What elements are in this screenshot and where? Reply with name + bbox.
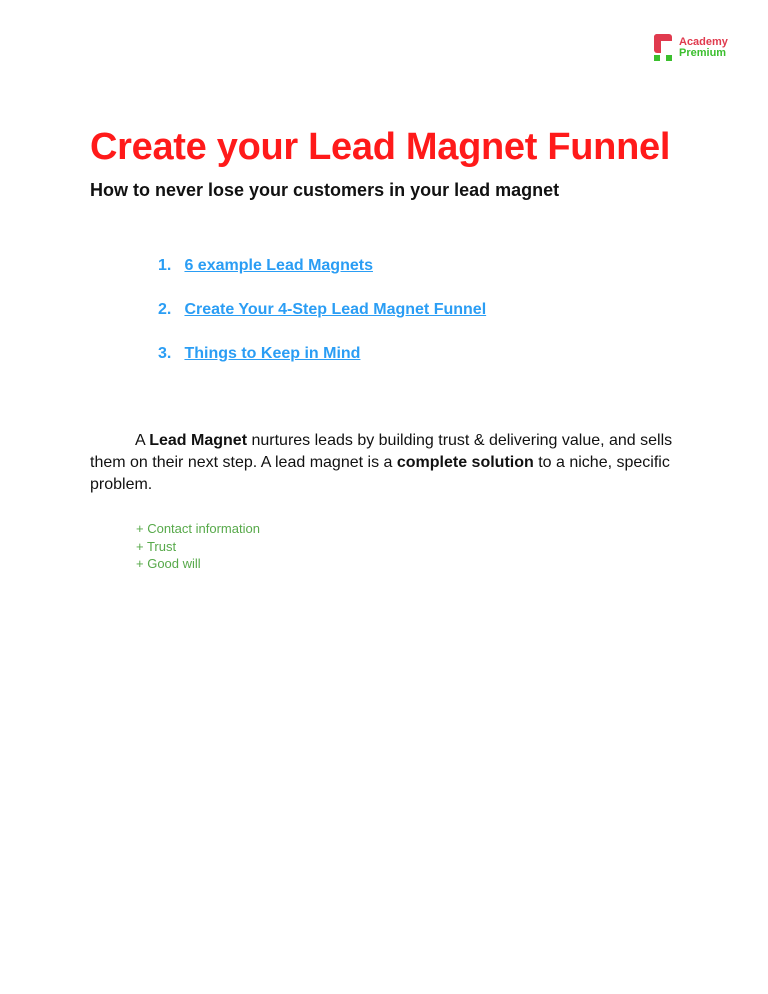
toc-link-create-funnel[interactable]: Create Your 4-Step Lead Magnet Funnel — [184, 301, 487, 318]
academy-premium-logo — [654, 34, 728, 62]
intro-text-3: to a niche, specific problem. — [90, 454, 670, 493]
toc-item — [158, 256, 486, 300]
benefits-list — [136, 520, 260, 573]
logo-line-1: Academy — [679, 36, 728, 48]
benefit-item: + Trust — [136, 538, 177, 554]
toc-link-things-to-keep-in-mind[interactable]: Things to Keep in Mind — [184, 345, 361, 362]
toc-number: 1. — [158, 257, 172, 274]
intro-bold-lead-magnet: Lead Magnet — [149, 432, 248, 449]
toc-item — [158, 344, 486, 388]
toc-link-example-lead-magnets[interactable]: 6 example Lead Magnets — [184, 257, 373, 274]
logo-line-2: Premium — [679, 47, 727, 59]
intro-bold-complete-solution: complete solution — [396, 454, 534, 471]
benefit-item: + Good will — [136, 556, 201, 571]
benefit-item: + Contact information — [136, 521, 260, 536]
intro-text-1: A — [135, 432, 150, 449]
logo-icon — [654, 34, 674, 62]
toc-item — [158, 300, 486, 344]
logo-text — [679, 37, 728, 59]
page-subtitle: How to never lose your customers in your lead magnet — [90, 180, 560, 200]
intro-text-2: nurtures leads by building trust & delivering value, and sells them on their next step. A lead magnet is a — [90, 432, 673, 471]
intro-paragraph — [90, 430, 680, 496]
page-title: Create your Lead Magnet Funnel — [90, 126, 671, 168]
table-of-contents — [158, 256, 486, 388]
toc-number: 2. — [158, 301, 172, 318]
toc-number: 3. — [158, 345, 172, 362]
